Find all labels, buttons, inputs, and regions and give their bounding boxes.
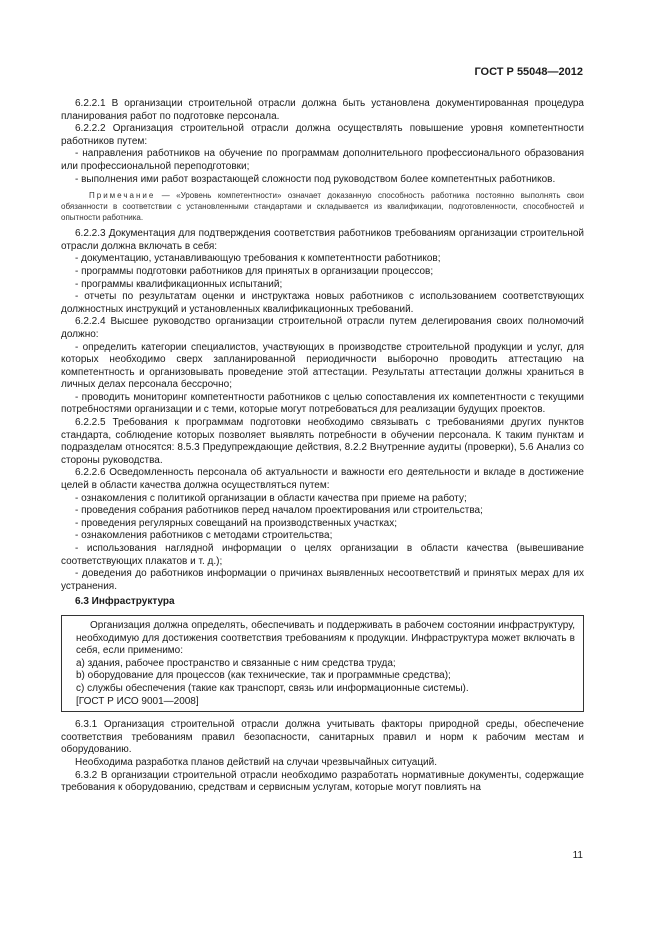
list-item: - ознакомления работников с методами строительства; [75, 530, 333, 542]
list-item: - проводить мониторинг компетентности работников с целью сопоставления их компетентности с текущими потребностями организации и с теми, которые могут потребоваться для реализации будущих проектов. [61, 391, 584, 416]
box-paragraph: Организация должна определять, обеспечивать и поддерживать в рабочем состоянии инфраструктуру, необходимую для достижения соответствия требованиям к продукции. Инфраструктура может включать в себя, если применимо: [76, 619, 575, 657]
document-header: ГОСТ Р 55048—2012 [474, 66, 583, 78]
list-item: - отчеты по результатам оценки и инструктажа новых работников с использованием соответствующих должностных инструкций и установленных квалификационных требований. [61, 291, 584, 315]
list-item: - использования наглядной информации о целях организации в области качества (вывешивание соответствующих плакатов и т. д.); [61, 543, 584, 567]
page-number: 11 [572, 850, 583, 861]
paragraph-6-2-2-3: 6.2.2.3 Документация для подтверждения соответствия работников требованиям организации строительной отрасли должна включать в себя: [61, 228, 584, 252]
box-list-item: c) службы обеспечения (такие как транспорт, связь или информационные системы). [76, 682, 469, 694]
paragraph-6-2-2-4: 6.2.2.4 Высшее руководство организации строительной отрасли путем делегирования своих полномочий должно: [61, 316, 584, 340]
paragraph-6-2-2-2: 6.2.2.2 Организация строительной отрасли должна осуществлять повышение уровня компетентности работников путем: [61, 123, 584, 147]
paragraph-6-3-1: 6.3.1 Организация строительной отрасли должна учитывать факторы природной среды, обеспечение соответствия требованиям правил безопасности, санитарных правил и норм к рабочим местам и оборудованию. [61, 719, 584, 756]
list-item: - направления работников на обучение по программам дополнительного профессионального образования или профессиональной переподготовки; [61, 148, 584, 172]
list-item: - документацию, устанавливающую требования к компетентности работников; [75, 253, 441, 265]
note [61, 190, 584, 223]
box-list-item: a) здания, рабочее пространство и связанные с ним средства труда; [76, 657, 396, 669]
list-item: - проведения собрания работников перед началом проектирования или строительства; [75, 505, 483, 517]
document-body [61, 98, 584, 795]
list-item: - выполнения ими работ возрастающей сложности под руководством более компетентных работников. [75, 173, 556, 185]
paragraph-6-2-2-6: 6.2.2.6 Осведомленность персонала об актуальности и важности его деятельности и вкладе в достижение целей в области качества должна осуществляться путем: [61, 467, 584, 492]
list-item: - определить категории специалистов, участвующих в производстве строительной продукции и услуг, для которых необходимо сверх запланированной периодичности выборочно проводить аттестацию на компетентность и организовывать проведение этой аттестации. Результаты аттестации должны храниться в личных делах персонала бессрочно; [61, 341, 584, 391]
paragraph-6-2-2-1: 6.2.2.1 В организации строительной отрасли должна быть установлена документированная процедура планирования работ по подготовке персонала. [61, 98, 584, 122]
box-reference: [ГОСТ Р ИСО 9001—2008] [76, 695, 199, 707]
list-item: - доведения до работников информации о причинах выявленных несоответствий и принятых мерах для их устранения. [61, 568, 584, 592]
list-item: - ознакомления с политикой организации в области качества при приеме на работу; [75, 492, 467, 504]
list-item: - проведения регулярных совещаний на производственных участках; [75, 517, 398, 529]
paragraph-6-3-2: 6.3.2 В организации строительной отрасли необходимо разработать нормативные документы, содержащие требования к оборудованию, средствам и сервисным услугам, которые могут повлиять на [61, 769, 584, 794]
quoted-standard-box [61, 615, 584, 712]
list-item: - программы квалификационных испытаний; [75, 278, 283, 290]
list-item: - программы подготовки работников для принятых в организации процессов; [75, 265, 434, 277]
paragraph-6-2-2-5: 6.2.2.5 Требования к программам подготовки необходимо связывать с требованиями других пунктов стандарта, соблюдение которых позволяет выявлять потребности в обучении персонала. К таким пунктам и подразделам относятся: 8.5.3 Предупреждающие действия, 8.2.2 Внутренние аудиты (проверки), 5.6 Анализ со стороны руководства. [61, 417, 584, 466]
section-heading-6-3: 6.3 Инфраструктура [75, 596, 175, 608]
paragraph: Необходима разработка планов действий на случаи чрезвычайных ситуаций. [75, 756, 438, 768]
note-text: — «Уровень компетентности» означает доказанную способность работника постоянно выполнять свои обязанности в соответствии с установленными стандартами и складывается из квалификации, подготовленности, способностей и опытности работника. [61, 191, 584, 223]
note-label: Примечание [89, 191, 156, 201]
box-list-item: b) оборудование для процессов (как технические, так и программные средства); [76, 670, 451, 682]
